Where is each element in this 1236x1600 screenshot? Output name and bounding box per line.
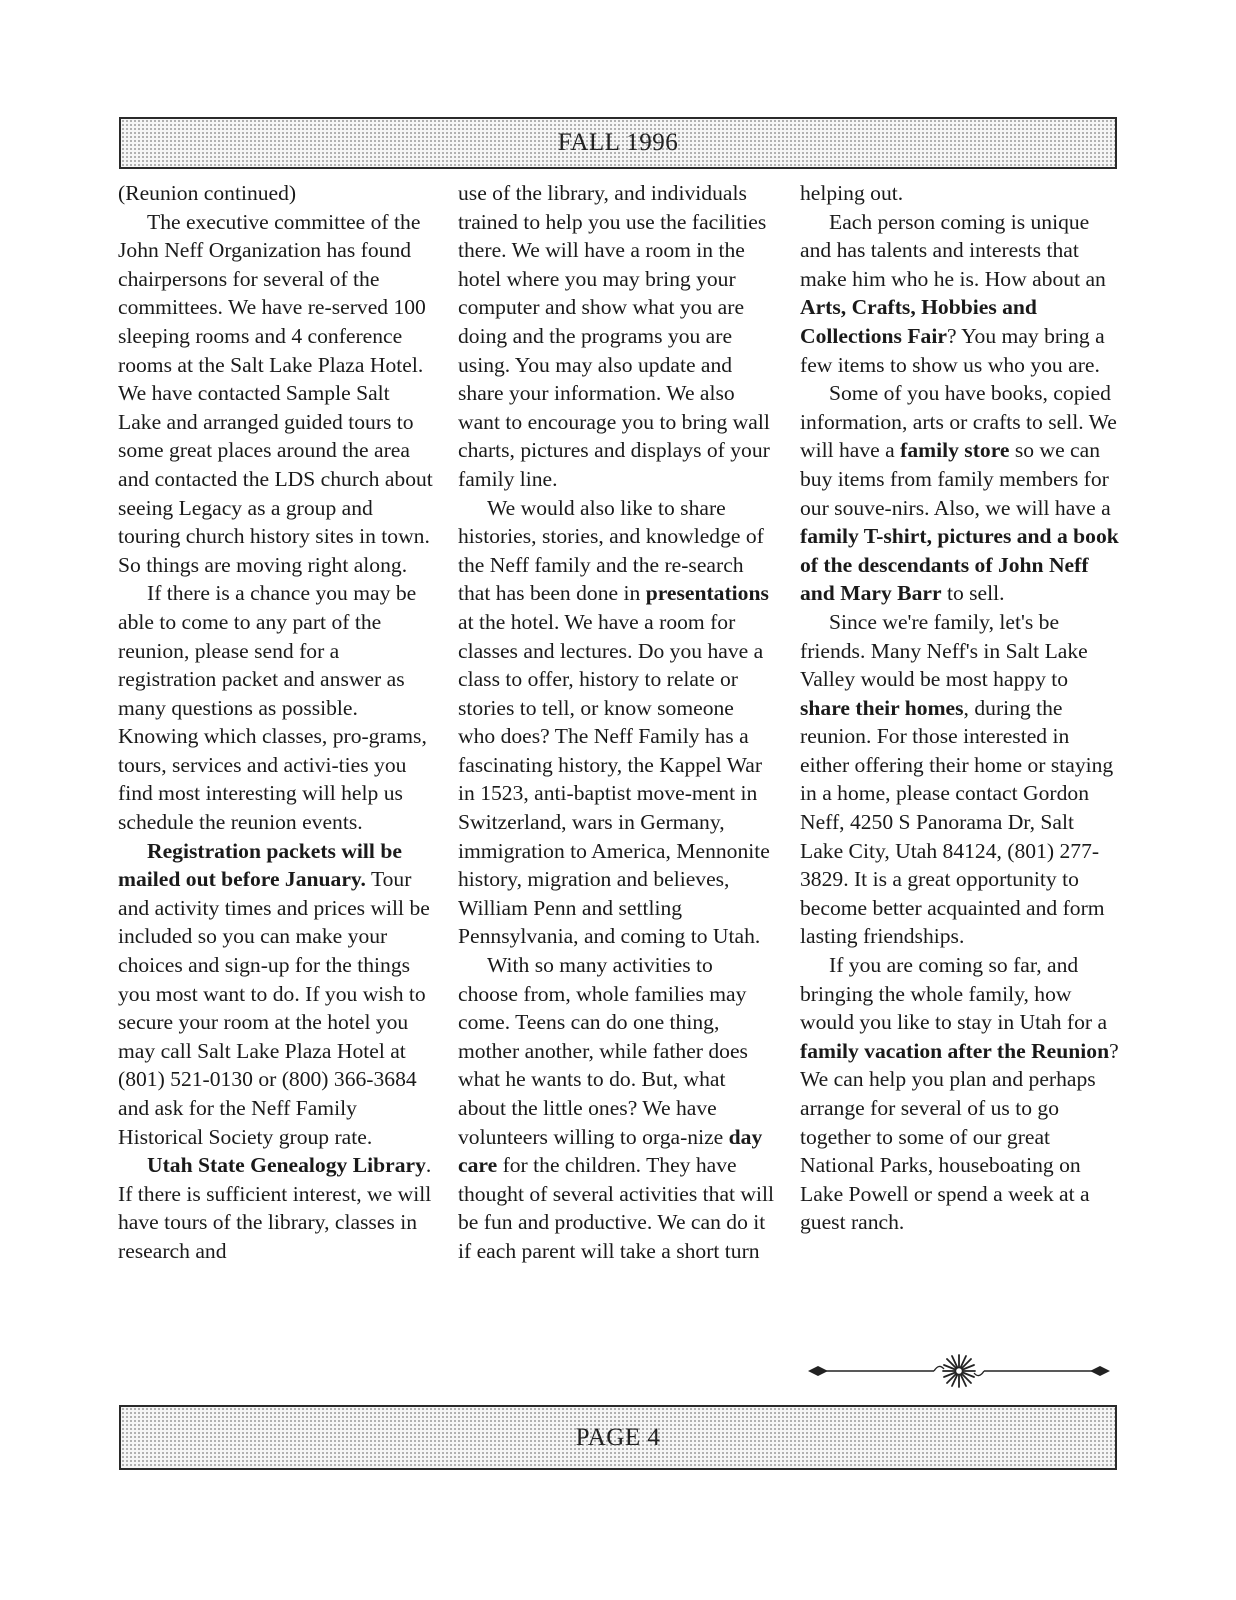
text-run: Each person coming is unique and has talents and interests that make him who he is. How about an [800, 209, 1106, 291]
paragraph: use of the library, and individuals trained to help you use the facilities there. We will have a room in the hotel where you may bring your computer and show what you are doing and the programs you are using. You may also update and share your information. We also want to encourage you to bring wall charts, pictures and displays of your family line. [458, 181, 770, 491]
bold-phrase: share their homes [800, 695, 964, 720]
page-number: PAGE 4 [575, 1423, 661, 1451]
text-run: If you are coming so far, and bringing the whole family, how would you like to stay in Utah for a [800, 953, 1108, 1035]
paragraph: If there is a chance you may be able to come to any part of the reunion, please send for a registration packet and answer as many questions as possible. Knowing which classes, pro-grams, tours, services and activi-ties you find most interesting will help us schedule the reunion events. [118, 581, 427, 835]
paragraph [118, 837, 436, 1152]
paragraph: helping out. [800, 181, 904, 205]
text-run: to sell. [941, 581, 1005, 606]
text-run: at the hotel. We have a room for classes and lectures. Do you have a class to offer, history to relate or stories to tell, or know someone who does? The Neff Family has a fascinating history, the Kappel War in 1523, anti-baptist move-ment in Switzerland, wars in Germany, immigration to America, Mennonite history, migration and believes, William Penn and settling Pennsylvania, and coming to Utah. [458, 609, 770, 949]
paragraph: The executive committee of the John Neff Organization has found chairpersons for several of the committees. We have re-served 100 sleeping rooms and 4 conference rooms at the Salt Lake Plaza Hotel. We have contacted Sample Salt Lake and arranged guided tours to some great places around the area and contacted the LDS church about seeing Legacy as a group and touring church history sites in town. So things are moving right along. [118, 209, 433, 577]
column-2 [458, 179, 776, 1266]
paragraph [458, 494, 776, 952]
bold-phrase: day care [458, 1124, 763, 1178]
header-band [119, 117, 1117, 169]
text-run: Tour and activity times and prices will be included so you can make your choices and sign-up for the things you most want to do. If you wish to secure your room at the hotel you may call Salt Lake Plaza Hotel at (801) 521-0130 or (800) 366-3684 and ask for the Neff Family Historical Society group rate. [118, 867, 430, 1149]
text-run: for the children. They have thought of several activities that will be fun and productive. We can do it if each parent will take a short turn [458, 1153, 775, 1263]
column-3 [800, 179, 1120, 1237]
paragraph [800, 379, 1120, 608]
text-run: ? We can help you plan and perhaps arrange for several of us to go together to some of our great National Parks, houseboating on Lake Powell or spend a week at a guest ranch. [800, 1038, 1119, 1235]
column-1 [118, 179, 436, 1266]
bold-phrase: family vacation after the Reunion [800, 1038, 1110, 1063]
text-run: With so many activities to choose from, whole families may come. Teens can do one thing, mother another, while father does what he wants to do. But, what about the little ones? We have volunteers willing to orga-nize [458, 953, 748, 1149]
bold-phrase: Registration packets will be mailed out before January. [118, 838, 402, 892]
continued-note: (Reunion continued) [118, 181, 297, 205]
paragraph [458, 951, 776, 1266]
bold-phrase: Utah State Genealogy Library [147, 1153, 426, 1178]
bold-phrase: presentations [645, 581, 769, 606]
text-run: , during the reunion. For those interested in either offering their home or staying in a home, please contact Gordon Neff, 4250 S Panorama Dr, Salt Lake City, Utah 84124, (801) 277-3829. It is a great opportunity to become better acquainted and form lasting friendships. [800, 695, 1114, 949]
bold-phrase: Arts, Crafts, Hobbies and Collections Fair [800, 295, 1037, 348]
text-run: Since we're family, let's be friends. Many Neff's in Salt Lake Valley would be most happy to [800, 609, 1088, 692]
starburst-divider-icon [806, 1351, 1112, 1391]
paragraph [118, 1151, 436, 1265]
bold-phrase: family store [900, 438, 1010, 463]
footer-band [119, 1405, 1117, 1470]
text-run: We would also like to share histories, stories, and knowledge of the Neff family and the re-search that has been done in [458, 495, 764, 606]
text-run: Some of you have books, copied information, arts or crafts to sell. We will have a [800, 381, 1117, 463]
issue-title: FALL 1996 [557, 129, 679, 156]
text-run: so we can buy items from family members for our souve-nirs. Also, we will have a [800, 438, 1111, 520]
bold-phrase: family T-shirt, pictures and a book of the descendants of John Neff and Mary Barr [800, 524, 1119, 606]
paragraph [800, 208, 1120, 380]
paragraph [800, 951, 1120, 1237]
text-run: . If there is sufficient interest, we will have tours of the library, classes in research and [118, 1153, 432, 1263]
paragraph [800, 608, 1120, 951]
text-run: ? You may bring a few items to show us who you are. [800, 323, 1105, 377]
